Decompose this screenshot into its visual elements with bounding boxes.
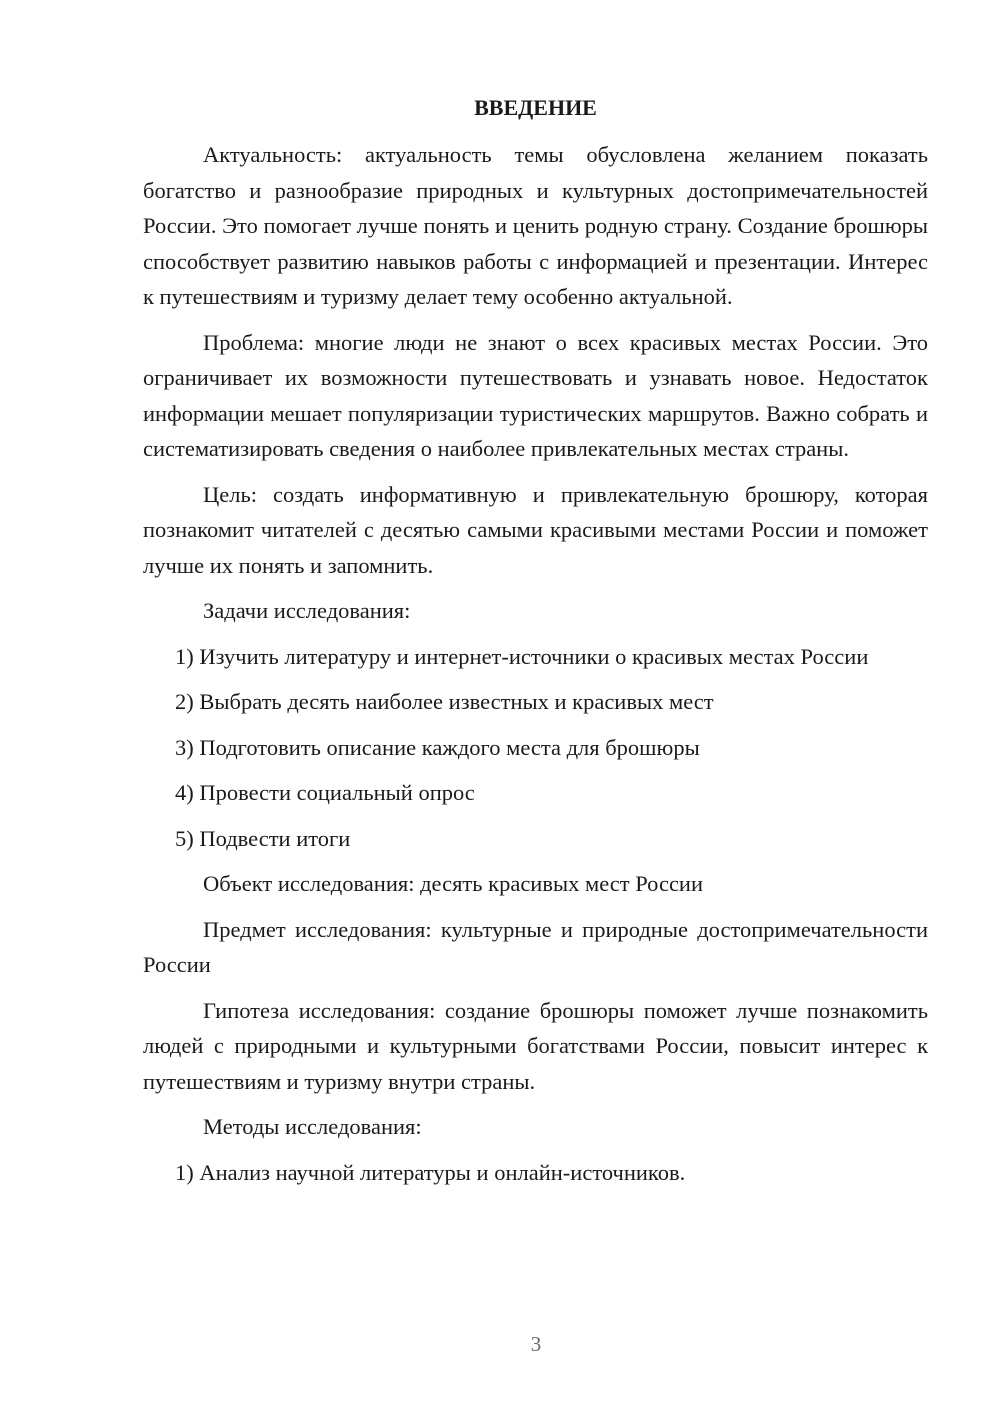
task-item: 1) Изучить литературу и интернет-источники о красивых местах России [175, 643, 869, 669]
subject-paragraph: Предмет исследования: культурные и природные достопримечательности России [143, 916, 928, 977]
task-item: 3) Подготовить описание каждого места для брошюры [175, 734, 700, 760]
goal-paragraph: Цель: создать информативную и привлекательную брошюру, которая познакомит читателей с десятью самыми красивыми местами России и поможет лучше их понять и запомнить. [143, 481, 928, 578]
method-item: 1) Анализ научной литературы и онлайн-источников. [175, 1159, 686, 1185]
tasks-heading: Задачи исследования: [203, 598, 411, 623]
methods-heading: Методы исследования: [203, 1114, 422, 1139]
task-item: 4) Провести социальный опрос [175, 780, 475, 805]
task-item: 2) Выбрать десять наиболее известных и красивых мест [175, 689, 714, 714]
page-number: 3 [530, 1332, 542, 1356]
document-page [143, 90, 928, 1200]
relevance-paragraph: Актуальность: актуальность темы обусловлена желанием показать богатство и разнообразие природных и культурных достопримечательностей России. Это помогает лучше понять и ценить родную страну. Создание брошюры способствует развитию навыков работы с информацией и презентации. Интерес к путешествиям и туризму делает тему особенно актуальной. [143, 142, 928, 309]
task-item: 5) Подвести итоги [175, 825, 351, 851]
page-title: ВВЕДЕНИЕ [474, 95, 597, 120]
problem-paragraph: Проблема: многие люди не знают о всех красивых местах России. Это ограничивает их возможности путешествовать и узнавать новое. Недостаток информации мешает популяризации туристических маршрутов. Важно собрать и систематизировать сведения о наиболее привлекательных местах страны. [143, 329, 928, 461]
hypothesis-paragraph: Гипотеза исследования: создание брошюры поможет лучше познакомить людей с природными и культурными богатствами России, повысит интерес к путешествиям и туризму внутри страны. [143, 997, 928, 1094]
object-paragraph: Объект исследования: десять красивых мест России [203, 871, 704, 896]
